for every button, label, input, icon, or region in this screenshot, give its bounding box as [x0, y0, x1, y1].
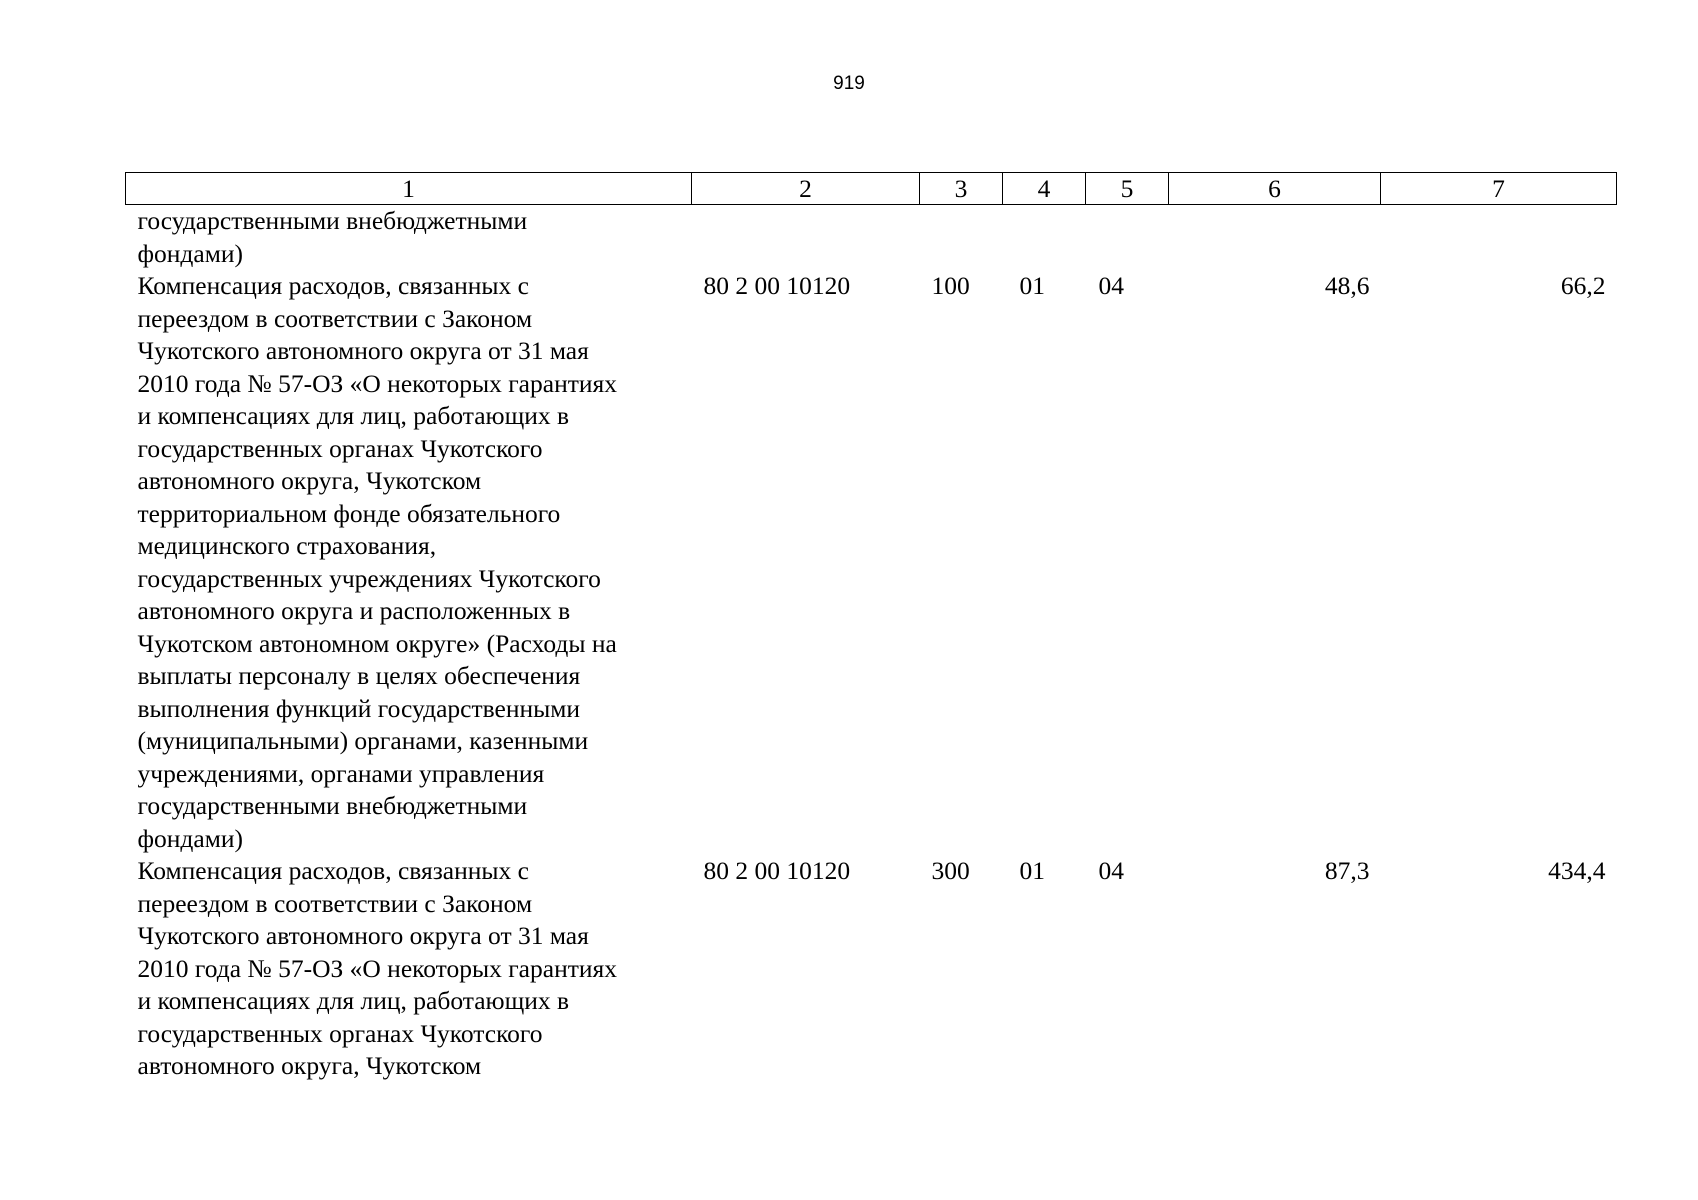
row-code: 80 2 00 10120	[703, 271, 851, 300]
header-cell-5: 5	[1086, 173, 1169, 205]
header-cell-6: 6	[1169, 173, 1381, 205]
row-value-col6: 87,3	[1324, 856, 1370, 885]
row-section: 01	[1019, 271, 1045, 300]
row-value-col6	[1169, 205, 1381, 271]
row-expense-type: 100	[931, 271, 970, 300]
row-code	[692, 205, 920, 271]
row-value-col7: 434,4	[1548, 856, 1606, 885]
row-description: Компенсация расходов, связанных с переездом в соответствии с Законом Чукотского автономного округа от 31 мая 2010 года № 57-ОЗ «О некоторых гарантиях и компенсациях для лиц, работающих в государственных органах Чукотского автономного округа, Чукотском территориальном фонде обязательного медицинского страхования, государственных учреждениях Чукотского автономного округа и расположенных в Чукотском автономном округе» (Расходы на выплаты персоналу в целях обеспечения выполнения функций государственными (муниципальными) органами, казенными учреждениями, органами управления государственными внебюджетными фондами)	[137, 271, 617, 853]
row-value-col7: 66,2	[1560, 271, 1606, 300]
budget-table	[125, 172, 1617, 1083]
row-description: государственными внебюджетными фондами)	[137, 206, 528, 268]
table-row	[126, 270, 1617, 855]
row-code: 80 2 00 10120	[703, 856, 851, 885]
header-cell-2: 2	[692, 173, 920, 205]
header-cell-7: 7	[1381, 173, 1617, 205]
row-subsection: 04	[1098, 856, 1124, 885]
row-value-col6: 48,6	[1324, 271, 1370, 300]
header-cell-3: 3	[920, 173, 1003, 205]
row-expense-type	[920, 205, 1003, 271]
header-cell-1: 1	[126, 173, 692, 205]
row-section	[1003, 205, 1086, 271]
row-subsection	[1086, 205, 1169, 271]
header-cell-4: 4	[1003, 173, 1086, 205]
page-number: 919	[833, 73, 865, 94]
row-value-col7	[1381, 205, 1617, 271]
row-subsection: 04	[1098, 271, 1124, 300]
row-description: Компенсация расходов, связанных с переездом в соответствии с Законом Чукотского автономного округа от 31 мая 2010 года № 57-ОЗ «О некоторых гарантиях и компенсациях для лиц, работающих в государственных органах Чукотского автономного округа, Чукотском	[137, 856, 617, 1080]
row-section: 01	[1019, 856, 1045, 885]
table-row	[126, 205, 1617, 271]
table-row	[126, 855, 1617, 1083]
row-expense-type: 300	[931, 856, 970, 885]
header-row	[126, 173, 1617, 205]
